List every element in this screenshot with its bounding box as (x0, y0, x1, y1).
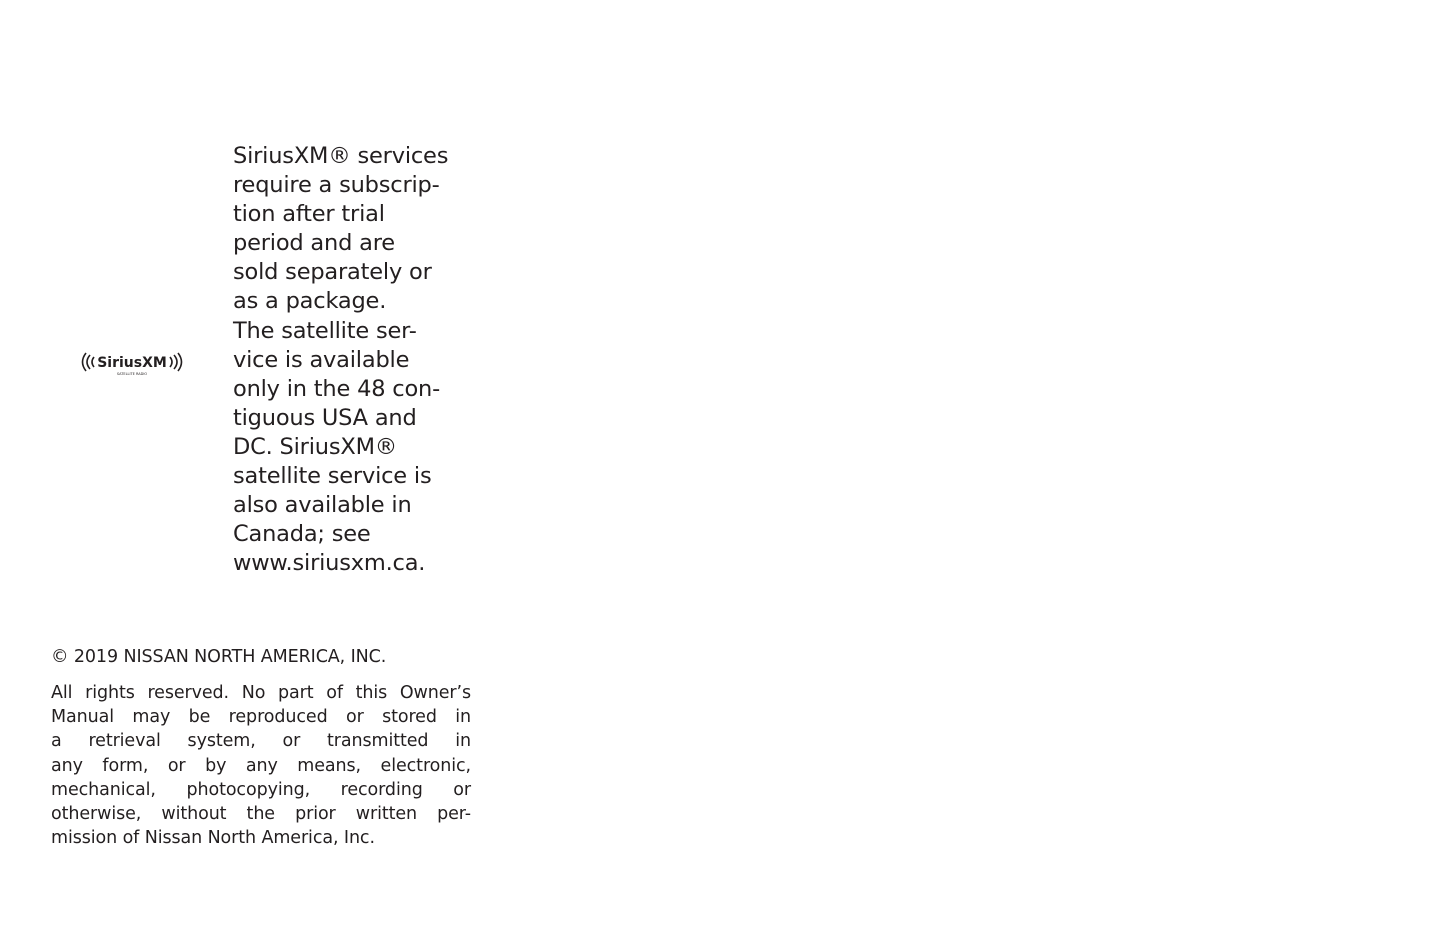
notice-line: vice is available (233, 346, 410, 373)
rights-line: mission of Nissan North America, Inc. (51, 828, 375, 849)
copyright-notice: © 2019 NISSAN NORTH AMERICA, INC. (51, 647, 387, 667)
notice-line: www.siriusxm.ca. (233, 550, 426, 577)
rights-paragraph (51, 681, 471, 850)
rights-line: All rights reserved. No part of this Owner’s (51, 683, 471, 703)
logo-subtext: SATELLITE RADIO (116, 372, 148, 376)
siriusxm-logo (66, 345, 198, 379)
notice-line: tion after trial (233, 201, 385, 228)
rights-line: otherwise, without the prior written per- (51, 804, 471, 825)
notice-line: SiriusXM® services (233, 143, 449, 169)
logo-text: SiriusXM (97, 355, 167, 371)
siriusxm-logo-icon (66, 345, 198, 379)
notice-line: DC. SiriusXM® (233, 433, 398, 460)
notice-line: sold separately or (233, 259, 432, 286)
notice-line: satellite service is (233, 463, 432, 490)
notice-line: Canada; see (233, 521, 371, 548)
notice-line: tiguous USA and (233, 404, 417, 431)
notice-line: also available in (233, 492, 412, 519)
notice-line: require a subscrip- (233, 172, 440, 199)
rights-line: a retrieval system, or transmitted in (51, 731, 471, 752)
notice-line: The satellite ser- (233, 317, 417, 344)
siriusxm-notice (233, 142, 473, 578)
rights-line: any form, or by any means, electronic, (51, 755, 471, 776)
notice-line: as a package. (233, 288, 387, 315)
notice-line: period and are (233, 230, 395, 257)
rights-line: Manual may be reproduced or stored in (51, 707, 471, 728)
rights-line: mechanical, photocopying, recording or (51, 779, 471, 800)
notice-line: only in the 48 con- (233, 375, 440, 402)
